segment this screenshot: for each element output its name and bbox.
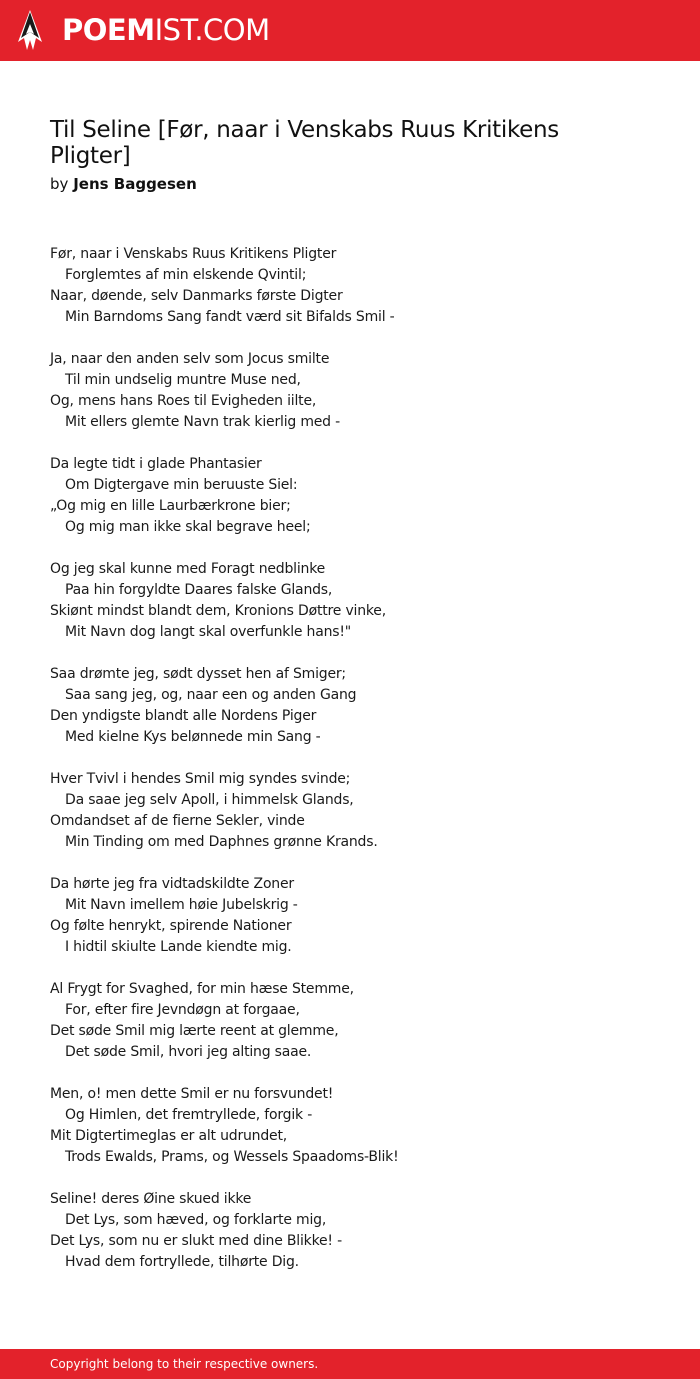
poem-line: Omdandset af de fierne Sekler, vinde [50, 813, 305, 829]
poem-line: Da legte tidt i glade Phantasier [50, 456, 262, 472]
poem-body [50, 244, 650, 1294]
poem-line: Min Barndoms Sang fandt værd sit Bifalds Smil - [65, 309, 395, 325]
site-footer [0, 1349, 700, 1379]
poem-line: Min Tinding om med Daphnes grønne Krands. [65, 834, 378, 850]
stanza [50, 1084, 650, 1168]
poem-line: Og Himlen, det fremtryllede, forgik - [65, 1107, 313, 1123]
stanza [50, 979, 650, 1063]
poem-line: Paa hin forgyldte Daares falske Glands, [65, 582, 333, 598]
poem-line: Og jeg skal kunne med Foragt nedblinke [50, 561, 326, 577]
stanza [50, 769, 650, 853]
stanza [50, 349, 650, 433]
poem-line: Da saae jeg selv Apoll, i himmelsk Glands, [65, 792, 354, 808]
poem-line: Og mig man ikke skal begrave heel; [65, 519, 311, 535]
poem-line: Om Digtergave min beruuste Siel: [65, 477, 298, 493]
byline [50, 174, 197, 194]
site-header [0, 0, 700, 61]
stanza [50, 244, 650, 328]
poem-line: Til min undselig muntre Muse ned, [65, 372, 301, 388]
poem-line: Det søde Smil mig lærte reent at glemme, [50, 1023, 339, 1039]
author-name: Jens Baggesen [73, 175, 197, 193]
poem-line: Mit Navn dog langt skal overfunkle hans!" [65, 624, 352, 640]
stanza [50, 559, 650, 643]
poem-line: „Og mig en lille Laurbærkrone bier; [50, 498, 291, 514]
copyright-text: Copyright belong to their respective owners. [50, 1357, 319, 1371]
poem-line: Saa sang jeg, og, naar een og anden Gang [65, 687, 357, 703]
poem-line: I hidtil skiulte Lande kiendte mig. [65, 939, 292, 955]
poem-line: Den yndigste blandt alle Nordens Piger [50, 708, 317, 724]
poem-line: Al Frygt for Svaghed, for min hæse Stemme, [50, 981, 354, 997]
site-logo[interactable] [62, 12, 270, 48]
stanza [50, 1189, 650, 1273]
stanza [50, 664, 650, 748]
poem-line: Naar, døende, selv Danmarks første Digter [50, 288, 343, 304]
poem-line: Og, mens hans Roes til Evigheden iilte, [50, 393, 317, 409]
poem-line: Hver Tvivl i hendes Smil mig syndes svinde; [50, 771, 351, 787]
logo-bold-text: POEM [62, 13, 155, 47]
poem-line: Og følte henrykt, spirende Nationer [50, 918, 292, 934]
poem-line: Saa drømte jeg, sødt dysset hen af Smiger; [50, 666, 346, 682]
pencil-tip-icon[interactable] [18, 10, 42, 50]
poem-line: Ja, naar den anden selv som Jocus smilte [50, 351, 330, 367]
by-label: by [50, 175, 69, 193]
poem-line: Det søde Smil, hvori jeg alting saae. [65, 1044, 312, 1060]
poem-line: Med kielne Kys belønnede min Sang - [65, 729, 321, 745]
logo-thin-text: IST.COM [154, 13, 270, 47]
poem-line: Det Lys, som nu er slukt med dine Blikke! - [50, 1233, 342, 1249]
poem-line: Forglemtes af min elskende Qvintil; [65, 267, 307, 283]
poem-title: Til Seline [Før, naar i Venskabs Ruus Kritikens Pligter] [50, 117, 559, 169]
poem-line: Da hørte jeg fra vidtadskildte Zoner [50, 876, 294, 892]
stanza [50, 874, 650, 958]
poem-line: Mit Digtertimeglas er alt udrundet, [50, 1128, 287, 1144]
poem-line: Hvad dem fortryllede, tilhørte Dig. [65, 1254, 299, 1270]
poem-line: Det Lys, som hæved, og forklarte mig, [65, 1212, 327, 1228]
poem-line: Mit Navn imellem høie Jubelskrig - [65, 897, 298, 913]
poem-line: Før, naar i Venskabs Ruus Kritikens Pligter [50, 246, 337, 262]
poem-line: Trods Ewalds, Prams, og Wessels Spaadoms-Blik! [65, 1149, 399, 1165]
poem-line: For, efter fire Jevndøgn at forgaae, [65, 1002, 300, 1018]
poem-line: Seline! deres Øine skued ikke [50, 1191, 252, 1207]
poem-line: Men, o! men dette Smil er nu forsvundet! [50, 1086, 334, 1102]
poem-line: Mit ellers glemte Navn trak kierlig med - [65, 414, 340, 430]
stanza [50, 454, 650, 538]
poem-line: Skiønt mindst blandt dem, Kronions Døttre vinke, [50, 603, 386, 619]
